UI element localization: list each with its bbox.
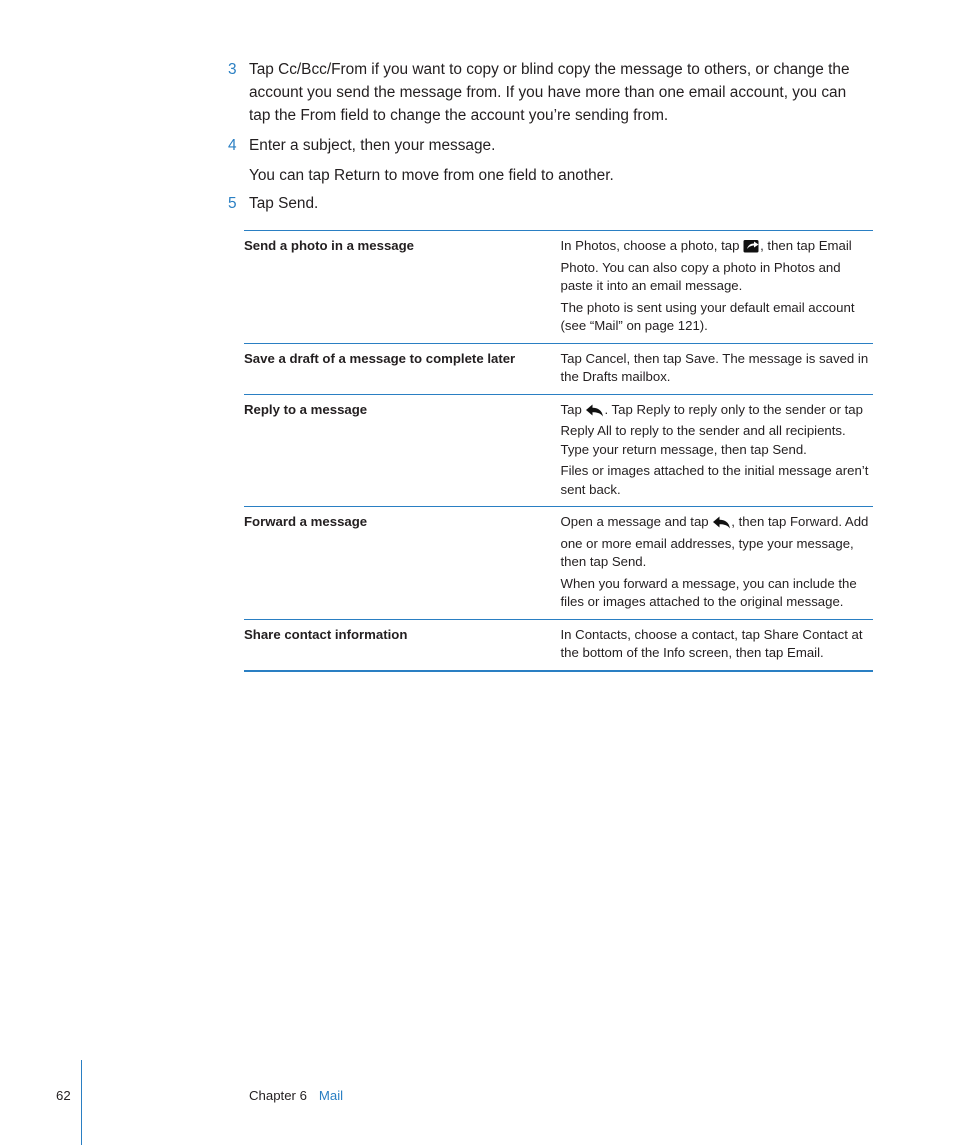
description-paragraph — [561, 513, 873, 572]
step-4-note: You can tap Return to move from one field to another. — [249, 167, 614, 184]
step-number: 5 — [228, 195, 237, 212]
table-row — [244, 343, 873, 394]
page-number: 62 — [56, 1088, 71, 1103]
step-text: Tap Cc/Bcc/From if you want to copy or blind copy the message to others, or change the account you send the message from. If you have more than one email account, you can tap the From field to change the account you’re sending from. — [249, 61, 850, 124]
task-description — [561, 619, 873, 671]
reply-arrow-icon — [712, 516, 731, 535]
reply-arrow-icon — [585, 404, 604, 423]
description-paragraph: Tap Cancel, then tap Save. The message is saved in the Drafts mailbox. — [560, 350, 869, 384]
chapter-footer — [249, 1088, 343, 1103]
table-row — [244, 619, 873, 671]
step-number: 3 — [228, 61, 237, 78]
description-text: In Photos, choose a photo, tap — [560, 238, 740, 253]
description-paragraph — [561, 401, 873, 460]
task-description — [561, 507, 873, 620]
footer-rule — [81, 1060, 82, 1145]
description-paragraph — [561, 237, 873, 296]
description-paragraph: The photo is sent using your default email account (see “Mail” on page 121). — [560, 299, 855, 333]
description-paragraph: Files or images attached to the initial message aren’t sent back. — [560, 463, 869, 497]
description-paragraph: In Contacts, choose a contact, tap Share Contact at the bottom of the Info screen, then tap Email. — [560, 626, 863, 660]
task-description — [561, 343, 873, 394]
step-5 — [228, 192, 868, 215]
step-4 — [228, 134, 868, 157]
description-text: Open a message and tap — [560, 514, 709, 529]
task-name: Send a photo in a message — [244, 238, 415, 253]
table-row — [244, 231, 873, 344]
task-description — [561, 231, 873, 344]
task-name: Share contact information — [244, 619, 561, 671]
table-row — [244, 507, 873, 620]
task-name: Forward a message — [244, 507, 561, 620]
step-text: Tap Send. — [249, 195, 319, 212]
step-number: 4 — [228, 137, 237, 154]
share-action-icon — [743, 238, 760, 259]
description-text: , then tap Forward. Add one or more email addresses, type your message, then tap Send. — [560, 514, 869, 569]
step-text: Enter a subject, then your message. — [249, 137, 496, 154]
task-description — [561, 394, 873, 507]
table-row — [244, 394, 873, 507]
steps-list — [228, 58, 868, 222]
task-name: Reply to a message — [244, 394, 561, 507]
chapter-label: Chapter 6 — [249, 1088, 307, 1103]
chapter-title: Mail — [318, 1088, 344, 1103]
description-text: . Tap Reply to reply only to the sender or tap Reply All to reply to the sender and all recipients. Type your return message, then tap Send. — [560, 401, 863, 457]
description-paragraph: When you forward a message, you can include the files or images attached to the original message. — [560, 575, 857, 609]
mail-tasks-table — [244, 230, 873, 672]
step-3 — [228, 58, 868, 127]
description-text: Tap — [560, 401, 582, 417]
task-name: Save a draft of a message to complete later — [244, 343, 561, 394]
description-text: , then tap Email Photo. You can also copy a photo in Photos and paste it into an email message. — [560, 238, 852, 293]
